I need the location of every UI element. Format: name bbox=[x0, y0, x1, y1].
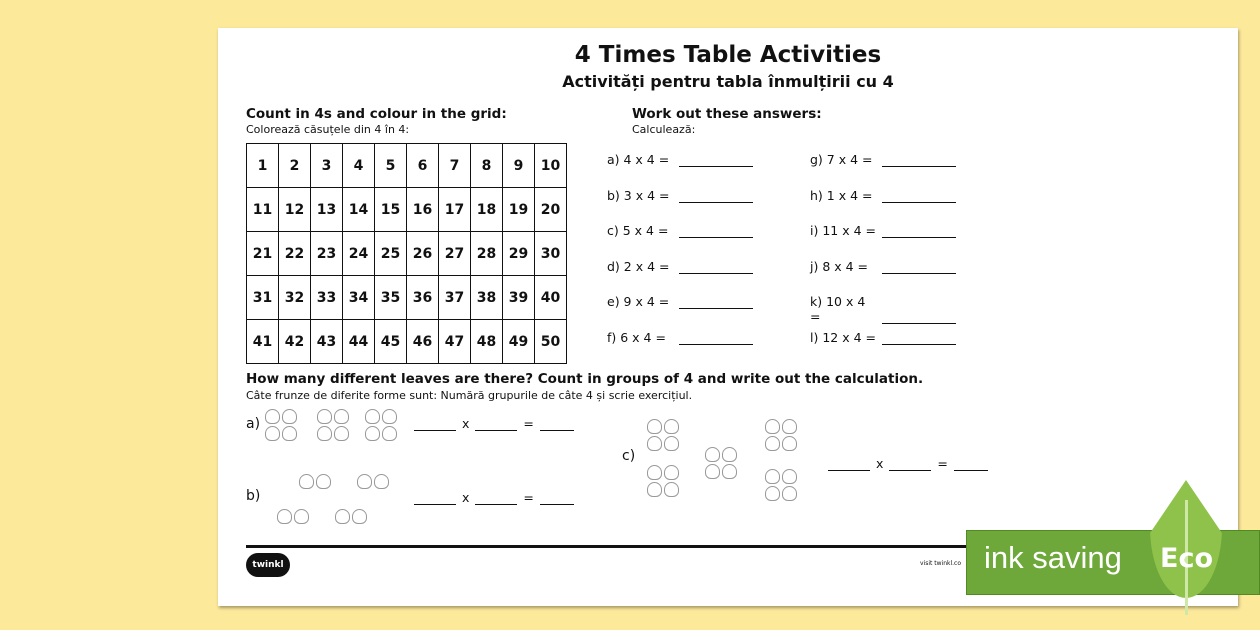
grid-cell[interactable]: 12 bbox=[279, 188, 311, 232]
question-label: f) 6 x 4 = bbox=[607, 330, 666, 345]
question-item bbox=[810, 330, 980, 345]
visit-link: visit twinkl.co bbox=[920, 560, 962, 567]
grid-cell[interactable]: 4 bbox=[343, 144, 375, 188]
leaf-group bbox=[704, 446, 744, 480]
grid-cell[interactable]: 19 bbox=[503, 188, 535, 232]
grid-cell[interactable]: 5 bbox=[375, 144, 407, 188]
leaf-group bbox=[364, 408, 400, 442]
answer-blank[interactable] bbox=[828, 459, 870, 471]
grid-cell[interactable]: 37 bbox=[439, 276, 471, 320]
grid-cell[interactable]: 33 bbox=[311, 276, 343, 320]
answer-line[interactable] bbox=[882, 224, 956, 238]
calc-c bbox=[828, 456, 988, 471]
grid-cell[interactable]: 40 bbox=[535, 276, 567, 320]
grid-cell[interactable]: 23 bbox=[311, 232, 343, 276]
times-sign: x bbox=[876, 456, 884, 471]
grid-cell[interactable]: 7 bbox=[439, 144, 471, 188]
answer-line[interactable] bbox=[679, 189, 753, 203]
grid-cell[interactable]: 11 bbox=[247, 188, 279, 232]
grid-cell[interactable]: 43 bbox=[311, 320, 343, 364]
equals-sign: = bbox=[937, 456, 948, 471]
grid-cell[interactable]: 21 bbox=[247, 232, 279, 276]
calc-a bbox=[414, 416, 574, 431]
equals-sign: = bbox=[523, 416, 534, 431]
grid-cell[interactable]: 1 bbox=[247, 144, 279, 188]
grid-cell[interactable]: 47 bbox=[439, 320, 471, 364]
question-label: d) 2 x 4 = bbox=[607, 259, 670, 274]
question-item bbox=[810, 294, 980, 324]
grid-cell[interactable]: 26 bbox=[407, 232, 439, 276]
leaf-group bbox=[646, 418, 686, 452]
answer-line[interactable] bbox=[679, 295, 753, 309]
leaf-group bbox=[646, 464, 686, 498]
twinkl-logo: twinkl bbox=[246, 553, 290, 577]
question-item bbox=[607, 259, 777, 274]
grid-cell[interactable]: 49 bbox=[503, 320, 535, 364]
grid-cell[interactable]: 16 bbox=[407, 188, 439, 232]
grid-cell[interactable]: 30 bbox=[535, 232, 567, 276]
number-grid bbox=[246, 143, 567, 364]
grid-cell[interactable]: 24 bbox=[343, 232, 375, 276]
leaves-subheading: Câte frunze de diferite forme sunt: Numără grupurile de câte 4 și scrie exercițiul. bbox=[246, 389, 693, 402]
label-b: b) bbox=[246, 488, 261, 504]
grid-cell[interactable]: 39 bbox=[503, 276, 535, 320]
grid-cell[interactable]: 41 bbox=[247, 320, 279, 364]
grid-cell[interactable]: 20 bbox=[535, 188, 567, 232]
worksheet bbox=[218, 28, 1238, 606]
question-label: j) 8 x 4 = bbox=[810, 259, 869, 274]
answer-blank[interactable] bbox=[954, 459, 988, 471]
grid-cell[interactable]: 38 bbox=[471, 276, 503, 320]
leaf-group bbox=[276, 508, 312, 525]
grid-cell[interactable]: 48 bbox=[471, 320, 503, 364]
question-label: h) 1 x 4 = bbox=[810, 188, 873, 203]
answer-line[interactable] bbox=[882, 260, 956, 274]
question-item bbox=[607, 330, 777, 345]
answer-blank[interactable] bbox=[540, 493, 574, 505]
question-label: g) 7 x 4 = bbox=[810, 152, 873, 167]
question-item bbox=[810, 188, 980, 203]
grid-cell[interactable]: 32 bbox=[279, 276, 311, 320]
grid-heading: Count in 4s and colour in the grid: bbox=[246, 106, 507, 122]
grid-cell[interactable]: 46 bbox=[407, 320, 439, 364]
grid-cell[interactable]: 36 bbox=[407, 276, 439, 320]
grid-cell[interactable]: 34 bbox=[343, 276, 375, 320]
question-item bbox=[607, 294, 777, 309]
times-sign: x bbox=[462, 416, 470, 431]
grid-cell[interactable]: 22 bbox=[279, 232, 311, 276]
grid-cell[interactable]: 9 bbox=[503, 144, 535, 188]
answer-line[interactable] bbox=[882, 310, 956, 324]
answers-subheading: Calculează: bbox=[632, 123, 696, 136]
grid-cell[interactable]: 44 bbox=[343, 320, 375, 364]
leaves-heading: How many different leaves are there? Count in groups of 4 and write out the calculation. bbox=[246, 371, 924, 387]
answer-blank[interactable] bbox=[475, 493, 517, 505]
question-label: l) 12 x 4 = bbox=[810, 330, 876, 345]
question-label: e) 9 x 4 = bbox=[607, 294, 670, 309]
grid-cell[interactable]: 50 bbox=[535, 320, 567, 364]
calc-b bbox=[414, 490, 574, 505]
answer-line[interactable] bbox=[679, 224, 753, 238]
leaf-group bbox=[764, 418, 804, 452]
question-label: b) 3 x 4 = bbox=[607, 188, 670, 203]
answer-line[interactable] bbox=[679, 331, 753, 345]
grid-cell[interactable]: 18 bbox=[471, 188, 503, 232]
question-item bbox=[607, 188, 777, 203]
answers-heading: Work out these answers: bbox=[632, 106, 822, 122]
answer-blank[interactable] bbox=[414, 493, 456, 505]
eco-label: Eco bbox=[1160, 543, 1213, 574]
leaf-group bbox=[264, 408, 300, 442]
times-sign: x bbox=[462, 490, 470, 505]
answer-blank[interactable] bbox=[889, 459, 931, 471]
grid-cell[interactable]: 10 bbox=[535, 144, 567, 188]
grid-cell[interactable]: 42 bbox=[279, 320, 311, 364]
equals-sign: = bbox=[523, 490, 534, 505]
grid-cell[interactable]: 17 bbox=[439, 188, 471, 232]
leaf-group bbox=[316, 408, 352, 442]
grid-cell[interactable]: 29 bbox=[503, 232, 535, 276]
grid-cell[interactable]: 35 bbox=[375, 276, 407, 320]
question-item bbox=[810, 223, 980, 238]
grid-cell[interactable]: 27 bbox=[439, 232, 471, 276]
question-label: a) 4 x 4 = bbox=[607, 152, 670, 167]
grid-cell[interactable]: 25 bbox=[375, 232, 407, 276]
grid-cell[interactable]: 6 bbox=[407, 144, 439, 188]
question-item bbox=[810, 259, 980, 274]
label-c: c) bbox=[622, 448, 636, 464]
page-subtitle: Activități pentru tabla înmulțirii cu 4 bbox=[562, 72, 894, 91]
leaf-group bbox=[334, 508, 370, 525]
answer-line[interactable] bbox=[882, 331, 956, 345]
answer-line[interactable] bbox=[679, 260, 753, 274]
grid-cell[interactable]: 31 bbox=[247, 276, 279, 320]
grid-cell[interactable]: 2 bbox=[279, 144, 311, 188]
leaf-group bbox=[298, 473, 334, 490]
leaf-group bbox=[764, 468, 804, 502]
grid-subheading: Colorează căsuțele din 4 în 4: bbox=[246, 123, 410, 136]
question-label: i) 11 x 4 = bbox=[810, 223, 876, 238]
grid-cell[interactable]: 14 bbox=[343, 188, 375, 232]
grid-cell[interactable]: 8 bbox=[471, 144, 503, 188]
answer-line[interactable] bbox=[882, 189, 956, 203]
answer-blank[interactable] bbox=[475, 419, 517, 431]
question-label: c) 5 x 4 = bbox=[607, 223, 669, 238]
question-item bbox=[810, 152, 980, 167]
ink-saving-text: ink saving bbox=[984, 540, 1122, 575]
question-item bbox=[607, 223, 777, 238]
grid-cell[interactable]: 13 bbox=[311, 188, 343, 232]
question-item bbox=[607, 152, 777, 167]
answer-line[interactable] bbox=[679, 153, 753, 167]
grid-cell[interactable]: 28 bbox=[471, 232, 503, 276]
answer-blank[interactable] bbox=[540, 419, 574, 431]
grid-cell[interactable]: 15 bbox=[375, 188, 407, 232]
question-label: k) 10 x 4 = bbox=[810, 294, 866, 324]
answer-blank[interactable] bbox=[414, 419, 456, 431]
leaf-group bbox=[356, 473, 392, 490]
page-title: 4 Times Table Activities bbox=[574, 42, 882, 68]
label-a: a) bbox=[246, 416, 261, 432]
grid-cell[interactable]: 3 bbox=[311, 144, 343, 188]
grid-cell[interactable]: 45 bbox=[375, 320, 407, 364]
answer-line[interactable] bbox=[882, 153, 956, 167]
